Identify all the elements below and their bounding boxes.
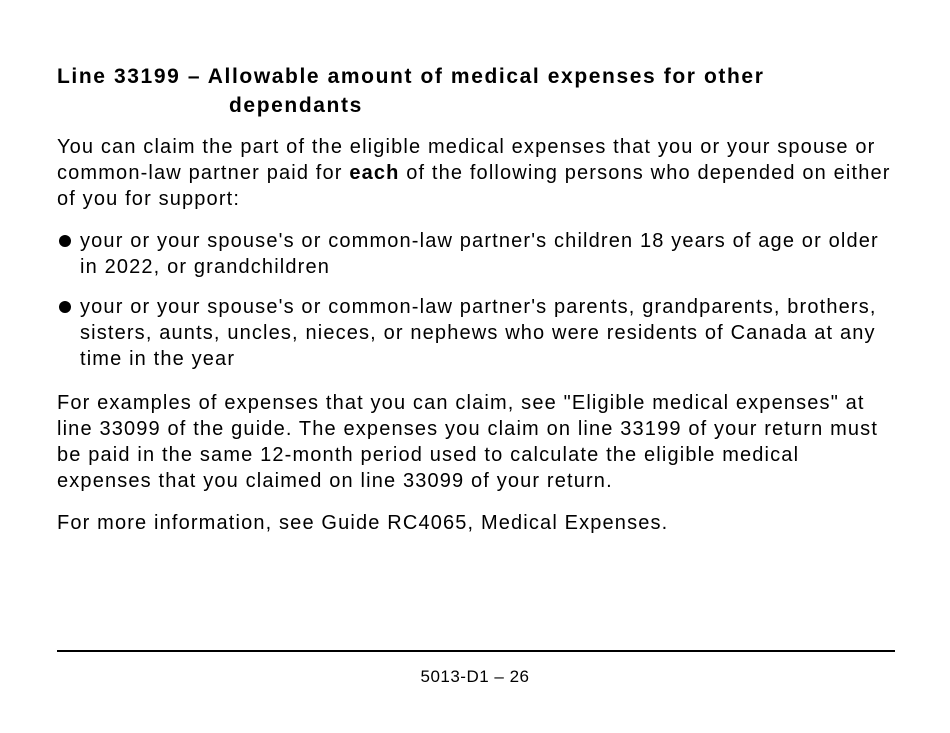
intro-paragraph	[57, 134, 897, 212]
intro-text-after: of the following persons who depended on either of you for support:	[57, 162, 891, 210]
list-item	[57, 294, 897, 372]
bullet-icon	[59, 235, 71, 247]
list-item-text: your or your spouse's or common-law partner's parents, grandparents, brothers, sisters, aunts, uncles, nieces, or nephews who were residents of Canada at any time in the year	[80, 296, 877, 370]
intro-bold-word: each	[349, 162, 400, 184]
examples-paragraph: For examples of expenses that you can claim, see "Eligible medical expenses" at line 33099 of the guide. The expenses you claim on line 33199 of your return must be paid in the same 12-month period used to calculate the eligible medical expenses that you claimed on line 33099 of your return.	[57, 392, 879, 492]
section-heading: Line 33199 – Allowable amount of medical expenses for other dependants	[57, 65, 765, 117]
bullet-icon	[59, 301, 71, 313]
list-item	[57, 228, 897, 280]
list-item-text: your or your spouse's or common-law partner's children 18 years of age or older in 2022, or grandchildren	[80, 230, 879, 278]
intro-text-before: You can claim the part of the eligible medical expenses that you or your spouse or common-law partner paid for	[57, 136, 876, 184]
dependants-list	[57, 228, 897, 372]
page-number: 5013-D1 – 26	[420, 667, 530, 686]
footer-divider	[57, 650, 895, 652]
document-page	[57, 62, 897, 552]
more-info-paragraph: For more information, see Guide RC4065, Medical Expenses.	[57, 512, 669, 534]
